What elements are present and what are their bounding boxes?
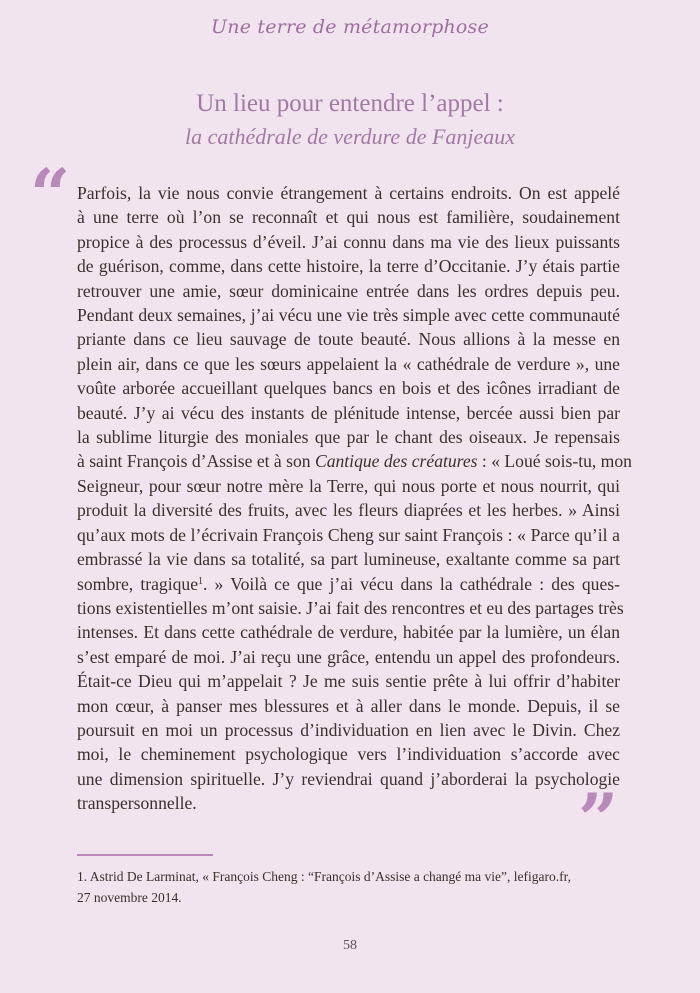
body-text-segment: sombre, tragique bbox=[77, 573, 198, 594]
body-line: Pendant deux semaines, j’ai vécu une vie très simple avec cette communauté bbox=[77, 305, 620, 326]
body-line: intenses. Et dans cette cathédrale de verdure, habitée par la lumière, un élan bbox=[77, 622, 620, 643]
body-line: embrassé la vie dans sa totalité, sa part lumineuse, exaltante comme sa part bbox=[77, 549, 620, 570]
footnote-line: 27 novembre 2014. bbox=[77, 890, 182, 905]
body-line bbox=[77, 572, 620, 596]
body-line bbox=[77, 449, 632, 473]
body-line: une dimension spirituelle. J’y reviendrai quand j’aborderai la psychologie bbox=[77, 768, 620, 789]
body-line: beauté. J’y ai vécu des instants de plénitude intense, bercée aussi bien par bbox=[77, 402, 620, 423]
close-quote-icon: ” bbox=[578, 778, 619, 861]
footnote bbox=[77, 866, 622, 908]
body-line: voûte arborée accueillant quelques bancs en bois et des icônes irradiant de bbox=[77, 378, 620, 399]
running-head: Une terre de métamorphose bbox=[211, 16, 489, 38]
body-line: Était-ce Dieu qui m’appelait ? Je me suis sentie prête à lui offrir d’habiter bbox=[77, 671, 620, 692]
quote-body bbox=[77, 181, 632, 816]
body-line: propice à des processus d’éveil. J’ai connu dans ma vie des lieux puissants bbox=[77, 231, 620, 252]
body-line: Seigneur, pour sœur notre mère la Terre, qui nous porte et nous nourrit, qui bbox=[77, 475, 620, 496]
section-title: Un lieu pour entendre l’appel : bbox=[196, 90, 504, 117]
body-line: qu’aux mots de l’écrivain François Cheng sur saint François : « Parce qu’il a bbox=[77, 524, 620, 545]
body-line: s’est emparé de moi. J’ai reçu une grâce, entendu un appel des profondeurs. bbox=[77, 646, 620, 667]
body-line: transpersonnelle. bbox=[77, 793, 197, 814]
body-text-segment: : « Loué sois-tu, mon bbox=[477, 451, 632, 472]
open-quote-icon: “ bbox=[30, 153, 71, 236]
body-line: moi, le cheminement psychologique vers l’individuation s’accorde avec bbox=[77, 744, 620, 765]
body-line: Parfois, la vie nous convie étrangement à certains endroits. On est appelé bbox=[77, 183, 620, 203]
body-text-segment: . » Voilà ce que j’ai vécu dans la cathédrale : des ques- bbox=[203, 573, 620, 594]
body-line: la sublime liturgie des moniales que par le chant des oiseaux. Je repensais bbox=[77, 427, 620, 448]
section-subtitle: la cathédrale de verdure de Fanjeaux bbox=[184, 124, 516, 149]
body-text-segment: à saint François d’Assise et à son bbox=[77, 451, 315, 472]
body-line: tions existentielles m’ont saisie. J’ai fait des rencontres et eu des partages très bbox=[77, 597, 624, 618]
footnote-divider bbox=[77, 854, 213, 856]
body-line: produit la diversité des fruits, avec les fleurs diaprées et les herbes. » Ainsi bbox=[77, 500, 620, 521]
footnote-reference[interactable]: 1 bbox=[198, 575, 203, 587]
body-line: plein air, dans ce que les sœurs appelaient la « cathédrale de verdure », une bbox=[77, 353, 620, 374]
body-line: mon cœur, à panser mes blessures et à aller dans le monde. Depuis, il se bbox=[77, 695, 620, 716]
body-line: de guérison, comme, dans cette histoire, la terre d’Occitanie. J’y étais partie bbox=[77, 256, 620, 277]
page-number: 58 bbox=[343, 938, 357, 953]
body-line: poursuit en moi un processus d’individuation en lien avec le Divin. Chez bbox=[77, 719, 620, 740]
body-line: à une terre où l’on se reconnaît et qui nous est familière, soudainement bbox=[77, 207, 620, 228]
section-heading bbox=[0, 88, 700, 152]
body-line: priante dans ce lieu sauvage de toute beauté. Nous allions à la messe en bbox=[77, 329, 620, 350]
body-line: retrouver une amie, sœur dominicaine entrée dans les ordres depuis peu. bbox=[77, 280, 620, 301]
book-title: Cantique des créatures bbox=[314, 451, 478, 472]
footnote-line: 1. Astrid De Larminat, « François Cheng : “François d’Assise a changé ma vie”, lefigaro.fr, bbox=[77, 869, 571, 884]
